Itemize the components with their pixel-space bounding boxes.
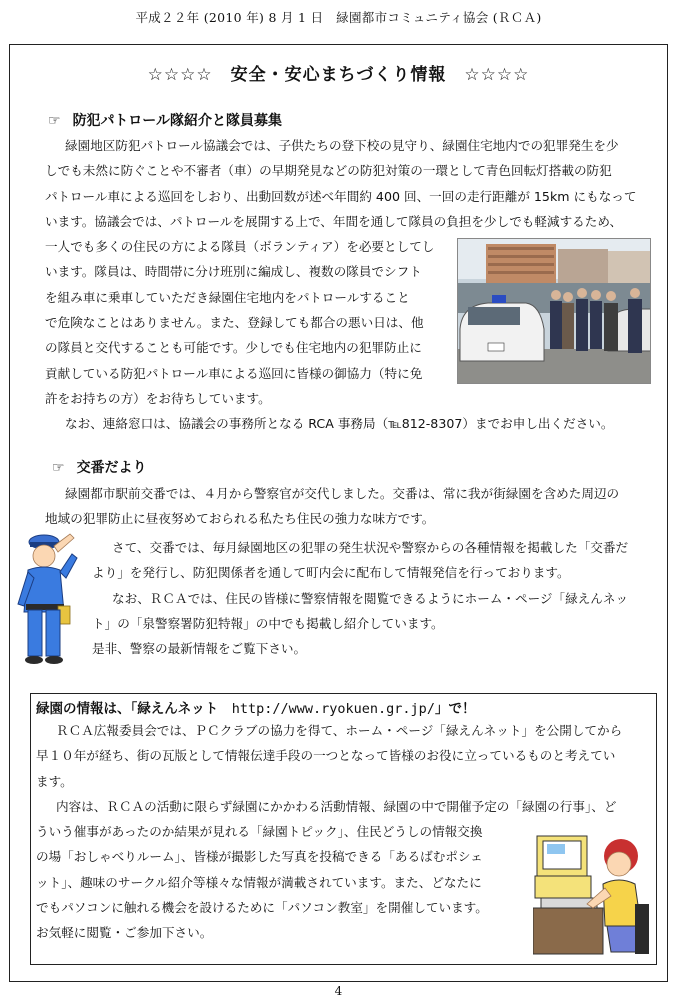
section2-body: [92, 535, 628, 661]
text-line: なお、連絡窓口は、協議会の事務所となる RCA 事務局（℡812-8307）までお申し出ください。: [65, 416, 614, 432]
text-line: ういう催事があったのか結果が見れる「緑園トピック」、住民どうしの情報交換: [36, 824, 483, 840]
pointing-hand-icon: ☞: [48, 113, 61, 129]
text-line: しでも未然に防ぐことや不審者（車）の早期発見などの防犯対策の一環として青色回転灯搭載の防犯: [45, 163, 612, 179]
text-line: ット」、趣味のサークル紹介等様々な情報が満載されています。また、どなたに: [36, 874, 482, 890]
text-line: います。隊員は、時間帯に分け班別に編成し、複数の隊員でシフト: [45, 264, 422, 280]
text-line: さて、交番では、毎月緑園地区の犯罪の発生状況や警察からの各種情報を掲載した「交番だ: [112, 540, 629, 555]
text-line: 是非、警察の最新情報をご覧下さい。: [92, 641, 307, 657]
text-line: 早１０年が経ち、街の瓦版として情報伝達手段の一つとなって皆様のお役に立っているものと考えてい: [36, 748, 616, 764]
text-line: の場「おしゃべりルーム」、皆様が撮影した写真を投稿できる「あるばむポシェ: [36, 849, 483, 865]
page-number: 4: [334, 984, 343, 998]
text-line: で危険なことはありません。また、登録しても都合の悪い日は、他: [45, 315, 424, 331]
section2-heading: [52, 457, 147, 477]
pointing-hand-icon: ☞: [52, 460, 65, 476]
text-line: ト」の「泉警察署防犯特報」の中でも掲載し紹介しています。: [92, 615, 444, 631]
text-line: より」を発行し、防犯関係者を通して町内会に配布して情報発信を行っております。: [92, 565, 570, 581]
section1-heading: [48, 110, 282, 130]
text-line: 許をお持ちの方）をお待ちしています。: [45, 390, 271, 406]
text-line: でもパソコンに触れる機会を設けるために「パソコン教室」を開催しています。: [36, 900, 488, 916]
page-header: 平成２２年 (2010 年) 8 月 1 日 緑園都市コミュニティ協会 (ＲＣＡ): [135, 10, 542, 25]
section3-heading: [36, 697, 475, 717]
text-line: 緑園地区防犯パトロール協議会では、子供たちの登下校の見守り、緑園住宅地内での犯罪発生を少: [65, 138, 619, 153]
section3-heading-prefix: 緑園の情報は、「緑えんネット: [36, 701, 232, 717]
section2-heading-text: 交番だより: [76, 460, 147, 476]
patrol-team-photo: [457, 238, 651, 384]
text-line: います。協議会では、パトロールを展開する上で、年間を通して隊員の負担を少しでも軽減するため、: [45, 213, 623, 229]
text-line: 地域の犯罪防止に昼夜努めておられる私たち住民の強力な味方です。: [45, 511, 435, 527]
website-url-link[interactable]: http://www.ryokuen.gr.jp/: [231, 701, 435, 717]
text-line: を組み車に乗車していただき緑園住宅地内をパトロールすること: [45, 289, 410, 305]
text-line: パトロール車による巡回をしおり、出動回数が述べ年間約 400 回、一回の走行距離が 15km にもなって: [45, 188, 637, 204]
text-line: の隊員と交代することも可能です。少しでも住宅地内の犯罪防止に: [45, 340, 422, 356]
text-line: 一人でも多くの住民の方による隊員（ボランティア）を必要としてし: [45, 239, 435, 255]
text-line: 貢献している防犯パトロール車による巡回に皆様の御協力（特に免: [45, 365, 423, 381]
text-line: 内容は、ＲＣＡの活動に限らず緑園にかかわる活動情報、緑園の中で開催予定の「緑園の行事」、ど: [56, 798, 617, 814]
text-line: ます。: [36, 773, 73, 789]
section2-intro: [45, 481, 619, 532]
text-line: お気軽に閲覧・ご参加下さい。: [36, 925, 213, 941]
police-officer-illustration: [14, 532, 86, 674]
text-line: なお、ＲＣＡでは、住民の皆様に警察情報を閲覧できるようにホーム・ページ「緑えんネッ: [112, 590, 629, 606]
section3-heading-suffix: 」で！: [434, 701, 476, 717]
woman-at-computer-illustration: [533, 826, 653, 958]
section1-heading-text: 防犯パトロール隊紹介と隊員募集: [72, 113, 283, 129]
text-line: 緑園都市駅前交番では、４月から警察官が交代しました。交番は、常に我が街緑園を含めた周辺の: [65, 486, 620, 501]
page-title: ☆☆☆☆ 安全・安心まちづくり情報 ☆☆☆☆: [147, 65, 530, 85]
text-line: ＲＣＡ広報委員会では、ＰＣクラブの協力を得て、ホーム・ページ「緑えんネット」を公開してから: [56, 723, 623, 738]
